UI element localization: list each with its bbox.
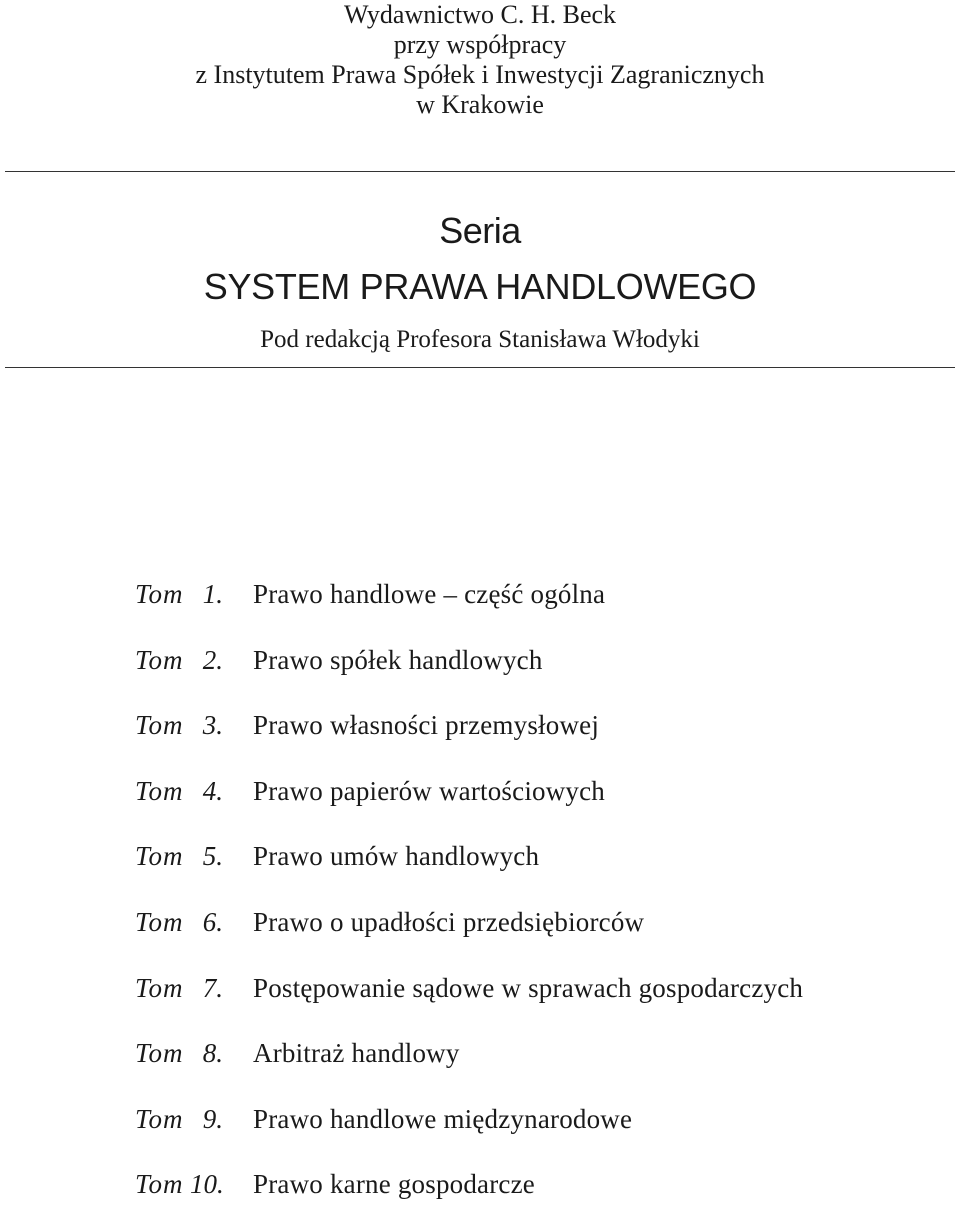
volume-item bbox=[0, 703, 960, 769]
volume-title: Prawo umów handlowych bbox=[253, 841, 540, 872]
series-label: Seria bbox=[439, 210, 521, 251]
volume-item bbox=[0, 769, 960, 835]
volume-tom-label: Tom bbox=[135, 1169, 184, 1200]
volume-list bbox=[0, 572, 960, 1228]
volume-title: Prawo o upadłości przedsiębiorców bbox=[253, 906, 645, 937]
publisher-cooperation: przy współpracy bbox=[393, 30, 567, 59]
volume-title: Prawo spółek handlowych bbox=[253, 644, 543, 675]
volume-number: 6. bbox=[202, 906, 223, 937]
volume-item bbox=[0, 966, 960, 1032]
volume-tom-label: Tom bbox=[135, 710, 184, 741]
volume-number: 4. bbox=[202, 775, 223, 806]
volume-number: 3. bbox=[202, 710, 223, 741]
volume-item bbox=[0, 638, 960, 704]
publisher-institute: z Instytutem Prawa Spółek i Inwestycji Zagranicznych bbox=[195, 60, 765, 89]
volume-item bbox=[0, 1031, 960, 1097]
volume-tom-label: Tom bbox=[135, 1103, 184, 1134]
volume-number: 9. bbox=[202, 1103, 223, 1134]
volume-number: 1. bbox=[202, 579, 223, 609]
volume-tom-label: Tom bbox=[135, 906, 184, 937]
volume-title: Prawo papierów wartościowych bbox=[253, 775, 605, 806]
volume-number: 7. bbox=[202, 972, 223, 1003]
volume-item bbox=[0, 572, 960, 638]
volume-tom-label: Tom bbox=[135, 579, 184, 609]
volume-title: Prawo handlowe międzynarodowe bbox=[253, 1103, 633, 1134]
bottom-divider bbox=[5, 367, 955, 368]
top-divider bbox=[5, 171, 955, 172]
volume-item bbox=[0, 900, 960, 966]
volume-number: 2. bbox=[202, 644, 223, 675]
volume-tom-label: Tom bbox=[135, 1038, 184, 1069]
volume-title: Prawo karne gospodarcze bbox=[253, 1169, 535, 1200]
series-block bbox=[0, 206, 960, 360]
volume-tom-label: Tom bbox=[135, 644, 184, 675]
publisher-name: Wydawnictwo C. H. Beck bbox=[343, 0, 617, 29]
publisher-city: w Krakowie bbox=[416, 90, 544, 119]
volume-item bbox=[0, 834, 960, 900]
publisher-block bbox=[0, 0, 960, 120]
volume-title: Postępowanie sądowe w sprawach gospodarczych bbox=[253, 972, 804, 1003]
series-title: SYSTEM PRAWA HANDLOWEGO bbox=[203, 266, 757, 307]
volume-number: 8. bbox=[202, 1038, 223, 1069]
volume-title: Prawo handlowe – część ogólna bbox=[253, 579, 606, 609]
volume-number: 10. bbox=[190, 1169, 224, 1200]
volume-title: Arbitraż handlowy bbox=[253, 1038, 460, 1069]
volume-tom-label: Tom bbox=[135, 841, 184, 872]
volume-tom-label: Tom bbox=[135, 775, 184, 806]
volume-title: Prawo własności przemysłowej bbox=[253, 710, 600, 741]
volume-item bbox=[0, 1097, 960, 1163]
series-editor: Pod redakcją Profesora Stanisława Włodyki bbox=[260, 326, 700, 353]
volume-tom-label: Tom bbox=[135, 972, 184, 1003]
volume-number: 5. bbox=[202, 841, 223, 872]
volume-item bbox=[0, 1162, 960, 1228]
